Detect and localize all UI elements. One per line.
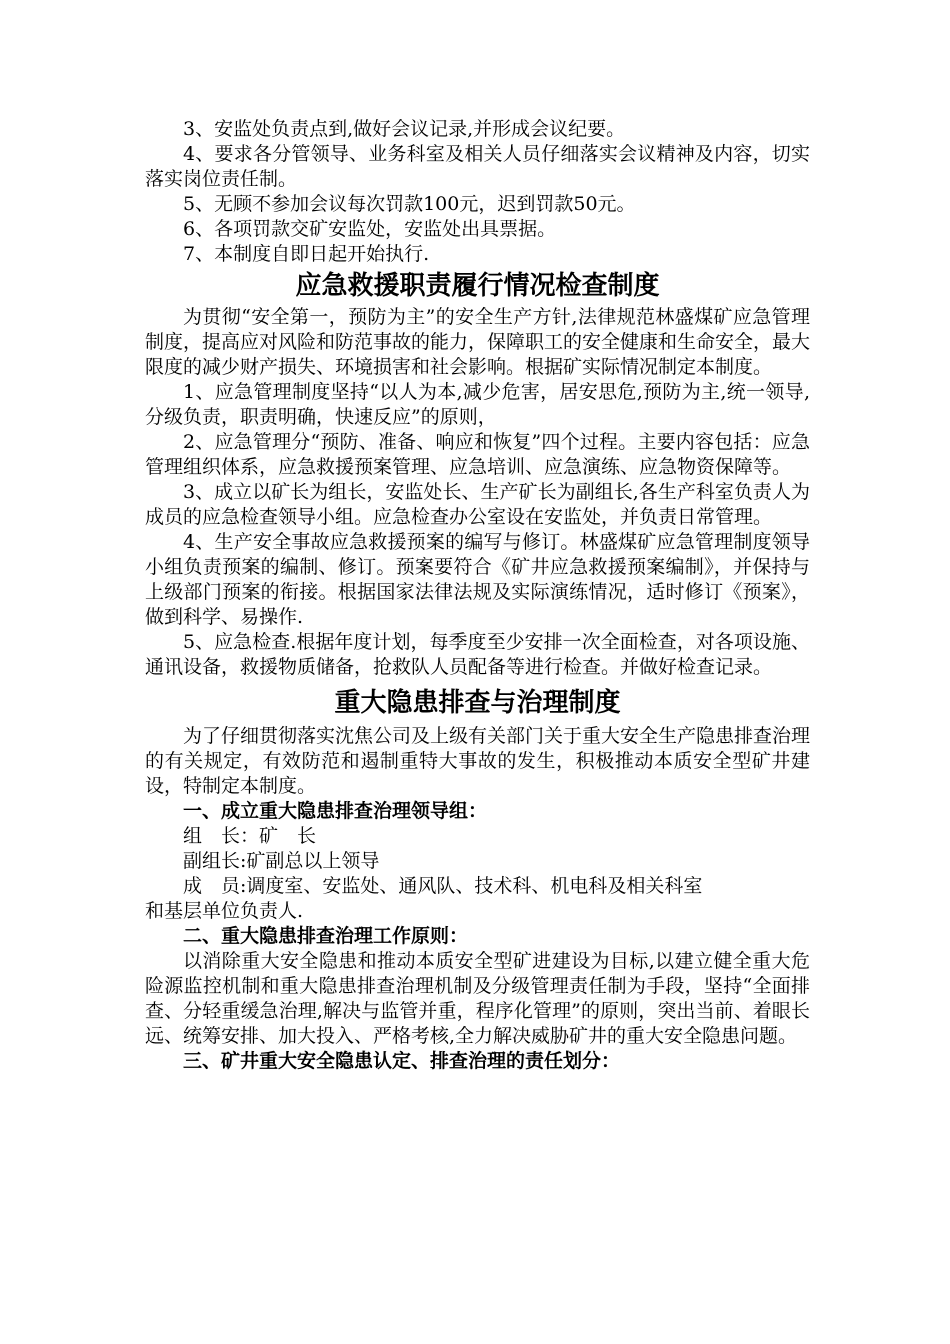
- hazard-heading-1: 一、成立重大隐患排查治理领导组：: [183, 800, 488, 822]
- rule-item-5: 5、无顾不参加会议每次罚款100元，迟到罚款50元。: [183, 193, 636, 215]
- rule-item-3: 3、安监处负责点到,做好会议记录,并形成会议纪要。: [183, 118, 626, 140]
- emergency-item-3: 3、成立以矿长为组长，安监处长、生产矿长为副组长,各生产科室负责人为成员的应急检查领导小组。应急检查办公室设在安监处，并负责日常管理。: [145, 481, 810, 528]
- emergency-item-1: 1、应急管理制度坚持“以人为本,减少危害，居安思危,预防为主,统一领导,分级负责，职责明确，快速反应”的原则，: [145, 381, 810, 428]
- emergency-intro: 为贯彻“安全第一，预防为主”的安全生产方针,法律规范林盛煤矿应急管理制度，提高应对风险和防范事故的能力，保障职工的安全健康和生命安全，最大限度的减少财产损失、环境损害和社会影响。根据矿实际情况制定本制度。: [145, 306, 811, 378]
- section-title-emergency-rescue: 应急救援职责履行情况检查制度: [295, 271, 660, 301]
- document-page: [145, 117, 810, 1074]
- rule-item-7: 7、本制度自即日起开始执行.: [183, 243, 430, 265]
- hazard-intro: 为了仔细贯彻落实沈焦公司及上级有关部门关于重大安全生产隐患排查治理的有关规定，有效防范和遏制重特大事故的发生，积极推动本质安全型矿井建设，特制定本制度。: [145, 725, 811, 797]
- hazard-heading-3: 三、矿井重大安全隐患认定、排查治理的责任划分：: [183, 1050, 621, 1072]
- emergency-item-4: 4、生产安全事故应急救援预案的编写与修订。林盛煤矿应急管理制度领导小组负责预案的编制、修订。预案要符合《矿井应急救援预案编制》，并保持与上级部门预案的衔接。根据国家法律法规及实际演练情况，适时修订《预案》，做到科学、易操作.: [145, 531, 810, 628]
- hazard-heading-2: 二、重大隐患排查治理工作原则：: [183, 925, 469, 947]
- hazard-principle: 以消除重大安全隐患和推动本质安全型矿进建设为目标,以建立健全重大危险源监控机制和重大隐患排查治理机制及分级管理责任制为手段，坚持“全面排查、分轻重缓急治理,解决与监管并重，程序化管理”的原则，突出当前、着眼长远、统筹安排、加大投入、严格考核,全力解决威胁矿井的重大安全隐患问题。: [145, 950, 810, 1047]
- emergency-item-5: 5、应急检查.根据年度计划，每季度至少安排一次全面检查，对各项设施、通讯设备，救援物质储备，抢救队人员配备等进行检查。并做好检查记录。: [145, 631, 810, 678]
- section-title-major-hazard: 重大隐患排查与治理制度: [334, 688, 621, 718]
- hazard-leader: 组 长：矿 长: [183, 825, 317, 847]
- hazard-members: 成 员:调度室、安监处、通风队、技术科、机电科及相关科室: [183, 875, 703, 897]
- hazard-deputy: 副组长:矿副总以上领导: [183, 850, 380, 872]
- rule-item-4: 4、要求各分管领导、业务科室及相关人员仔细落实会议精神及内容，切实落实岗位责任制。: [145, 143, 810, 190]
- hazard-members-cont: 和基层单位负责人.: [145, 900, 304, 922]
- rule-item-6: 6、各项罚款交矿安监处，安监处出具票据。: [183, 218, 557, 240]
- emergency-item-2: 2、应急管理分“预防、准备、响应和恢复”四个过程。主要内容包括：应急管理组织体系，应急救援预案管理、应急培训、应急演练、应急物资保障等。: [145, 431, 810, 478]
